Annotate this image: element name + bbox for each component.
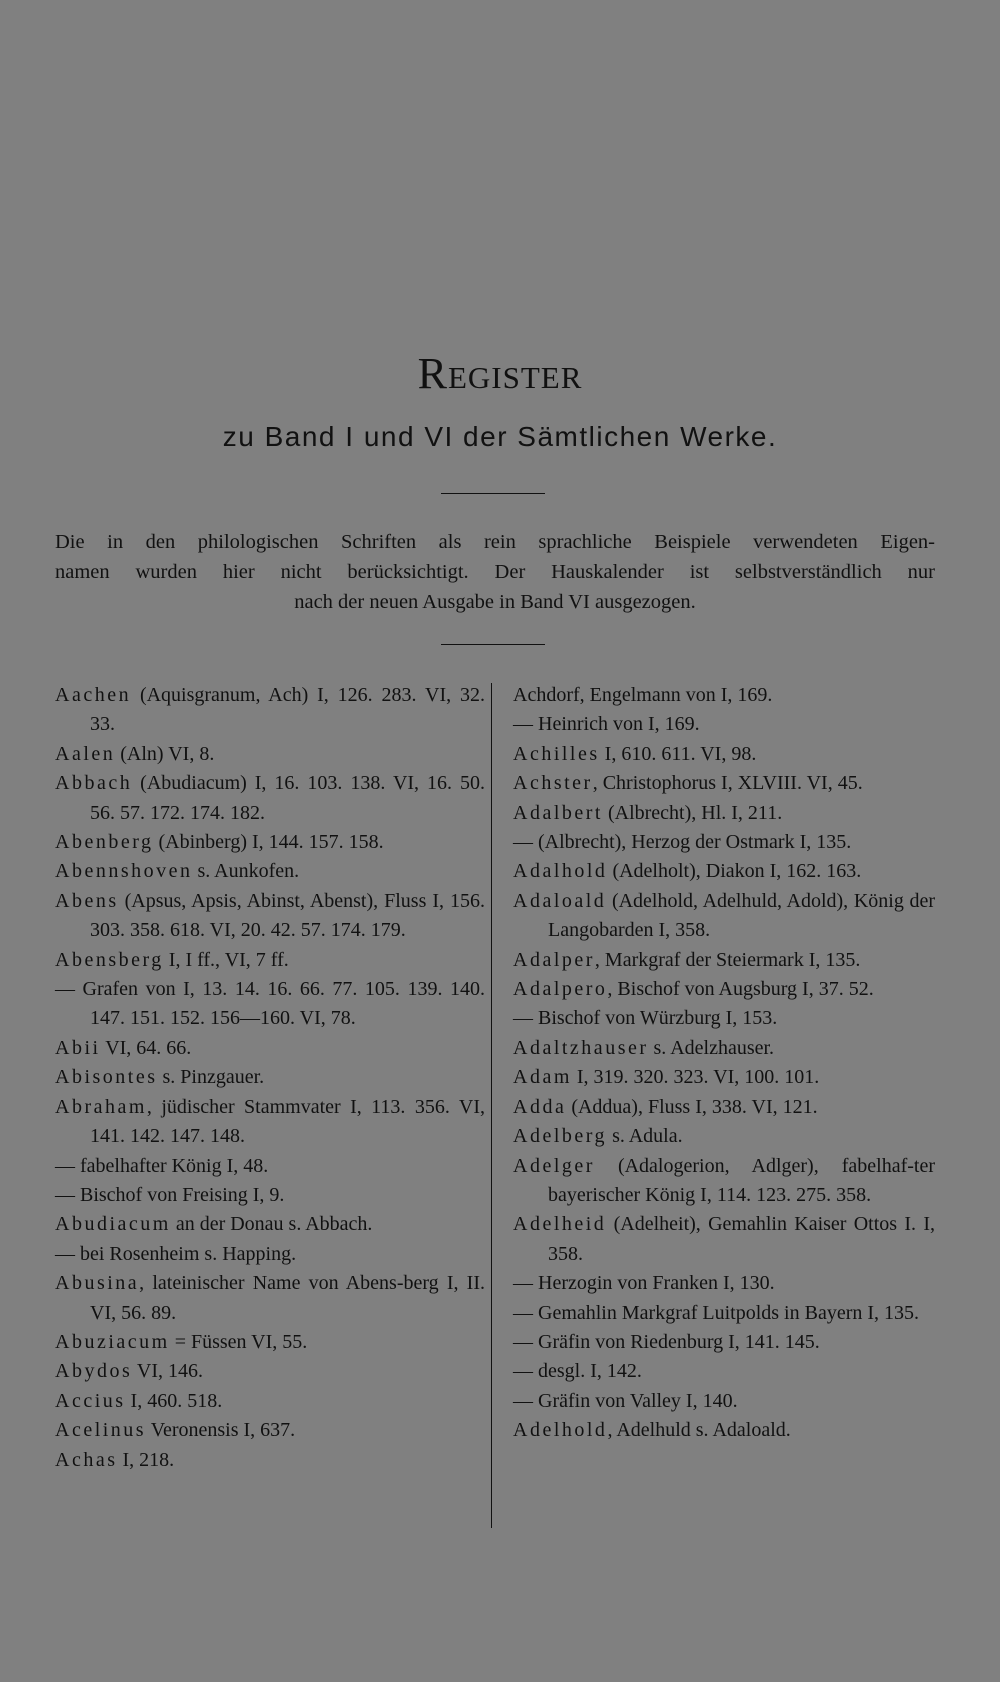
index-entry-headword: Achster — [513, 772, 593, 795]
index-entry-text: I, 610. 611. VI, 98. — [599, 742, 757, 765]
index-entry-text: (Aquisgranum, Ach) I, 126. 283. VI, 32. 33. — [90, 684, 485, 736]
index-entry-headword: Achilles — [513, 742, 600, 765]
index-entry-headword: Aalen — [55, 742, 116, 765]
index-entry — [513, 1299, 935, 1328]
index-entry — [513, 1004, 935, 1033]
index-entry — [55, 1387, 485, 1416]
index-entry — [55, 740, 485, 769]
index-entry — [513, 710, 935, 739]
index-entry — [513, 887, 935, 946]
index-entry — [513, 1063, 935, 1092]
index-entry — [513, 1387, 935, 1416]
index-entry — [55, 1034, 485, 1063]
index-column-left — [55, 681, 485, 1475]
index-entry — [513, 1152, 935, 1211]
index-entry — [55, 1181, 485, 1210]
index-entry-headword: Adalhold — [513, 860, 608, 883]
index-entry-headword: Abbach — [55, 772, 133, 795]
index-entry-headword: Abisontes — [55, 1066, 158, 1089]
index-entry-text: I, I ff., VI, 7 ff. — [163, 948, 289, 971]
index-entry-headword: Accius — [55, 1389, 126, 1412]
index-entry-headword: Abuziacum — [55, 1330, 170, 1353]
index-entry-text: — fabelhafter König I, 48. — [55, 1154, 269, 1177]
index-entry-headword: Adelger — [513, 1154, 595, 1177]
intro-line: Die in den philologischen Schriften als rein sprachliche Beispiele verwendeten Eigen- — [55, 531, 935, 553]
intro-paragraph — [55, 527, 935, 617]
index-entry-headword: Abusina — [55, 1272, 140, 1295]
index-entry-text: (Adelholt), Diakon I, 162. 163. — [607, 860, 862, 883]
index-entry-text: (Albrecht), Hl. I, 211. — [602, 801, 783, 824]
page-subtitle: zu Band I und VI der Sämtlichen Werke. — [222, 421, 778, 452]
index-entry — [55, 1416, 485, 1445]
index-entry-text: , Markgraf der Steiermark I, 135. — [594, 948, 861, 971]
index-entry-headword: Acelinus — [55, 1419, 147, 1442]
index-entry-text: — Grafen von I, 13. 14. 16. 66. 77. 105. 139. 140. 147. 151. 152. 156—160. VI, 78. — [55, 978, 485, 1030]
index-entry-headword: Adalper — [513, 948, 595, 971]
index-entry — [55, 681, 485, 740]
index-entry — [513, 1210, 935, 1269]
column-divider — [491, 683, 492, 1528]
index-entry-text: s. Adelzhauser. — [648, 1036, 775, 1059]
index-entry — [513, 857, 935, 886]
index-entry-headword: Adda — [513, 1095, 567, 1118]
index-entry-text: — (Albrecht), Herzog der Ostmark I, 135. — [513, 831, 852, 854]
index-entry-text: I, 218. — [117, 1448, 175, 1471]
intro-line: nach der neuen Ausgabe in Band VI ausgezogen. — [294, 591, 696, 613]
index-entry — [513, 769, 935, 798]
index-entry-headword: Adelhold — [513, 1419, 608, 1442]
index-entry-text: — Bischof von Würzburg I, 153. — [513, 1007, 778, 1030]
index-entry-text: — Gemahlin Markgraf Luitpolds in Bayern I, 135. — [513, 1301, 920, 1324]
index-entry-text: = Füssen VI, 55. — [169, 1330, 308, 1353]
index-entry-headword: Achas — [55, 1448, 118, 1471]
index-entry-text: , jüdischer Stammvater I, 113. 356. VI, 141. 142. 147. 148. — [90, 1095, 485, 1148]
index-entry-text: s. Aunkofen. — [192, 860, 300, 883]
index-entry-headword: Adalbert — [513, 801, 603, 824]
index-entry-text: , lateinischer Name von Abens-berg I, II. VI, 56. 89. — [90, 1272, 485, 1324]
index-entry — [55, 1357, 485, 1386]
intro-line: namen wurden hier nicht berücksichtigt. Der Hauskalender ist selbstverständlich nur — [55, 561, 935, 583]
index-entry-text: , Bischof von Augsburg I, 37. 52. — [607, 978, 874, 1001]
index-entry-text: (Abudiacum) I, 16. 103. 138. VI, 16. 50. 56. 57. 172. 174. 182. — [90, 772, 485, 824]
index-entry — [55, 1210, 485, 1239]
index-entry — [55, 946, 485, 975]
index-entry-text: s. Adula. — [607, 1125, 683, 1148]
index-entry-text: (Apsus, Apsis, Abinst, Abenst), Fluss I, 156. 303. 358. 618. VI, 20. 42. 57. 174. 179. — [90, 889, 485, 942]
index-entry-text: (Abinberg) I, 144. 157. 158. — [153, 831, 384, 854]
index-entry-text: (Adelhold, Adelhuld, Adold), König der Langobarden I, 358. — [548, 889, 935, 942]
index-entry-text: — desgl. I, 142. — [513, 1360, 642, 1383]
index-entry-headword: Adam — [513, 1066, 572, 1089]
index-entry — [513, 946, 935, 975]
index-entry-text: — Gräfin von Riedenburg I, 141. 145. — [513, 1330, 820, 1353]
index-entry-text: Achdorf, Engelmann von I, 169. — [513, 684, 773, 706]
index-entry — [513, 740, 935, 769]
index-entry-headword: Aachen — [55, 684, 132, 706]
index-entry-text: — bei Rosenheim s. Happing. — [55, 1242, 297, 1265]
index-entry-headword: Abenberg — [55, 831, 154, 854]
index-entry — [55, 887, 485, 946]
index-entry — [55, 1328, 485, 1357]
index-entry-text: — Herzogin von Franken I, 130. — [513, 1272, 775, 1295]
index-entry-text: VI, 146. — [132, 1360, 203, 1383]
index-entry-text: I, 460. 518. — [125, 1389, 223, 1412]
index-entry-text: — Bischof von Freising I, 9. — [55, 1183, 285, 1206]
index-entry — [55, 857, 485, 886]
index-entry — [513, 1093, 935, 1122]
index-entry-headword: Adaltzhauser — [513, 1036, 649, 1059]
index-entry-headword: Adalpero — [513, 978, 608, 1001]
index-entry-headword: Abennshoven — [55, 860, 193, 883]
index-entry — [55, 1269, 485, 1328]
index-entry-headword: Abraham — [55, 1095, 147, 1118]
index-entry-text: Veronensis I, 637. — [146, 1419, 296, 1442]
index-entry — [513, 1034, 935, 1063]
index-entry — [55, 769, 485, 828]
index-entry — [513, 1122, 935, 1151]
index-entry-text: — Gräfin von Valley I, 140. — [513, 1389, 738, 1412]
index-entry-text: VI, 64. 66. — [100, 1036, 192, 1059]
index-entry-text: (Addua), Fluss I, 338. VI, 121. — [566, 1095, 818, 1118]
index-entry-text: , Adelhuld s. Adaloald. — [607, 1419, 791, 1442]
index-entry — [55, 1240, 485, 1269]
index-entry-text: I, 319. 320. 323. VI, 100. 101. — [571, 1066, 820, 1089]
page-title: Register — [417, 349, 583, 398]
index-entry-text: (Adelheit), Gemahlin Kaiser Ottos I. I, 358. — [548, 1213, 935, 1265]
index-entry-headword: Adaloald — [513, 889, 607, 912]
title-rule — [441, 493, 545, 494]
index-entry — [513, 828, 935, 857]
index-entry — [55, 828, 485, 857]
index-entry — [513, 681, 935, 710]
intro-rule — [441, 644, 545, 645]
index-entry — [513, 799, 935, 828]
index-entry — [513, 1328, 935, 1357]
index-entry — [513, 975, 935, 1004]
index-entry-text: (Aln) VI, 8. — [115, 742, 215, 765]
index-entry-text: , Christophorus I, XLVIII. VI, 45. — [592, 772, 863, 795]
index-entry-headword: Abydos — [55, 1360, 133, 1383]
index-entry-headword: Abensberg — [55, 948, 164, 971]
index-entry — [55, 1446, 485, 1475]
index-entry-headword: Adelberg — [513, 1125, 608, 1148]
index-entry-text: — Heinrich von I, 169. — [513, 713, 700, 736]
index-entry-headword: Adelheid — [513, 1213, 607, 1236]
index-entry — [55, 1152, 485, 1181]
index-column-right — [513, 681, 935, 1446]
index-entry-text: an der Donau s. Abbach. — [170, 1213, 373, 1236]
index-entry — [55, 1063, 485, 1092]
index-entry — [513, 1357, 935, 1386]
index-entry — [513, 1269, 935, 1298]
index-entry — [513, 1416, 935, 1445]
index-entry — [55, 975, 485, 1034]
index-entry-text: s. Pinzgauer. — [157, 1066, 265, 1089]
index-entry-text: (Adalogerion, Adlger), fabelhaf-ter bayerischer König I, 114. 123. 275. 358. — [548, 1154, 935, 1206]
index-entry — [55, 1093, 485, 1152]
index-entry-headword: Abii — [55, 1036, 101, 1059]
index-entry-headword: Abudiacum — [55, 1213, 171, 1236]
index-entry-headword: Abens — [55, 889, 119, 912]
